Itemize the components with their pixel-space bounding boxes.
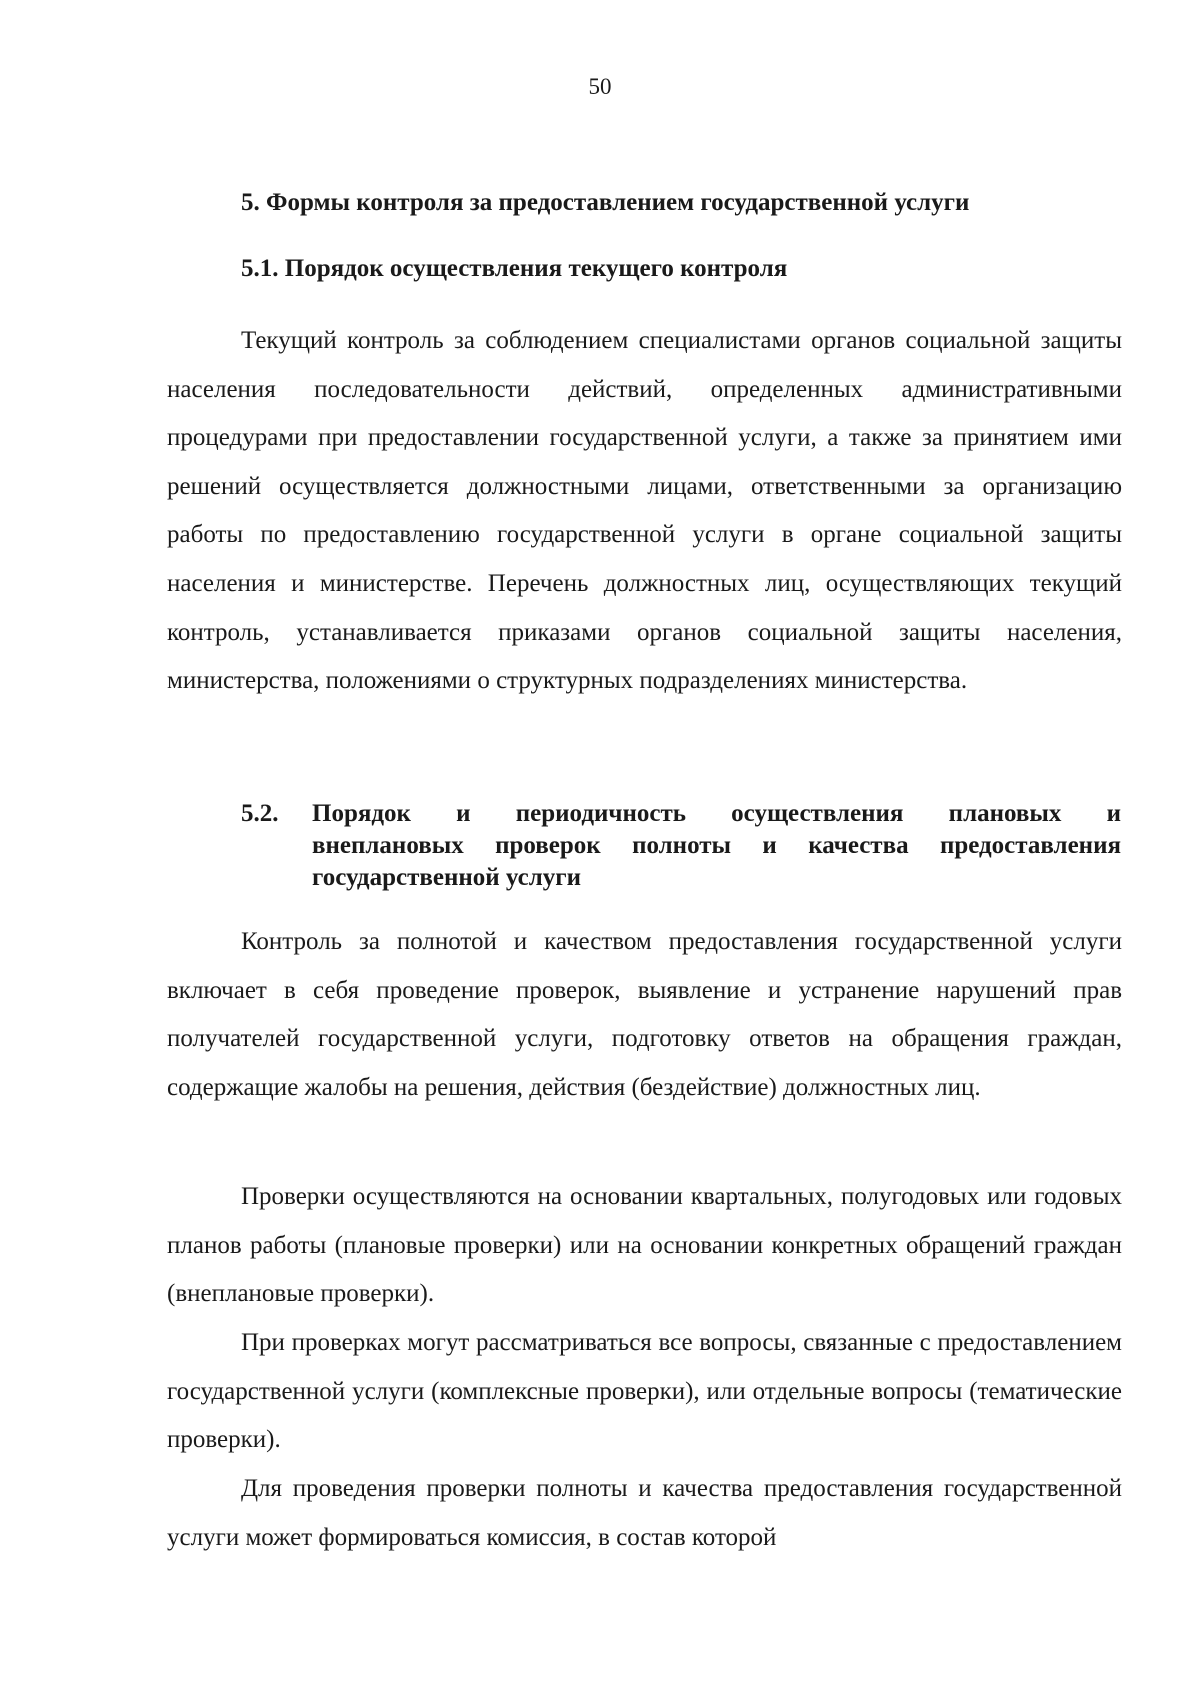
section-5-heading: 5. Формы контроля за предоставлением государственной услуги [241, 189, 970, 216]
section-5-2-title-line-2: внеплановых проверок полноты и качества предоставления [312, 832, 1121, 859]
page-number: 50 [588, 74, 612, 99]
section-5-2-paragraph: Проверки осуществляются на основании квартальных, полугодовых или годовых планов работы (плановые проверки) или на основании конкретных обращений граждан (внеплановые проверки). [167, 1183, 1122, 1308]
section-5-1-paragraph: Текущий контроль за соблюдением специалистами органов социальной защиты населения последовательности действий, определенных административными процедурами при предоставлении государственной услуги, а также за принятием ими решений осуществляется должностными лицами, ответственными за организацию работы по предоставлению государственной услуги в органе социальной защиты населения и министерстве. Перечень должностных лиц, осуществляющих текущий контроль, устанавливается приказами органов социальной защиты населения, министерства, положениями о структурных подразделениях министерства. [167, 327, 1122, 695]
section-5-2-title-line-1: Порядок и периодичность осуществления плановых и [312, 800, 1121, 827]
section-5-2-paragraph: При проверках могут рассматриваться все вопросы, связанные с предоставлением государственной услуги (комплексные проверки), или отдельные вопросы (тематические проверки). [167, 1329, 1122, 1454]
section-5-2-paragraph: Контроль за полнотой и качеством предоставления государственной услуги включает в себя проведение проверок, выявление и устранение нарушений прав получателей государственной услуги, подготовку ответов на обращения граждан, содержащие жалобы на решения, действия (бездействие) должностных лиц. [167, 928, 1122, 1101]
section-5-1-heading: 5.1. Порядок осуществления текущего контроля [241, 255, 788, 282]
section-5-2-title [312, 798, 1121, 894]
section-5-2-number: 5.2. [241, 800, 279, 827]
section-5-2-title-line-3: государственной услуги [312, 864, 582, 891]
section-5-2-paragraph: Для проведения проверки полноты и качества предоставления государственной услуги может формироваться комиссия, в состав которой [167, 1475, 1122, 1551]
